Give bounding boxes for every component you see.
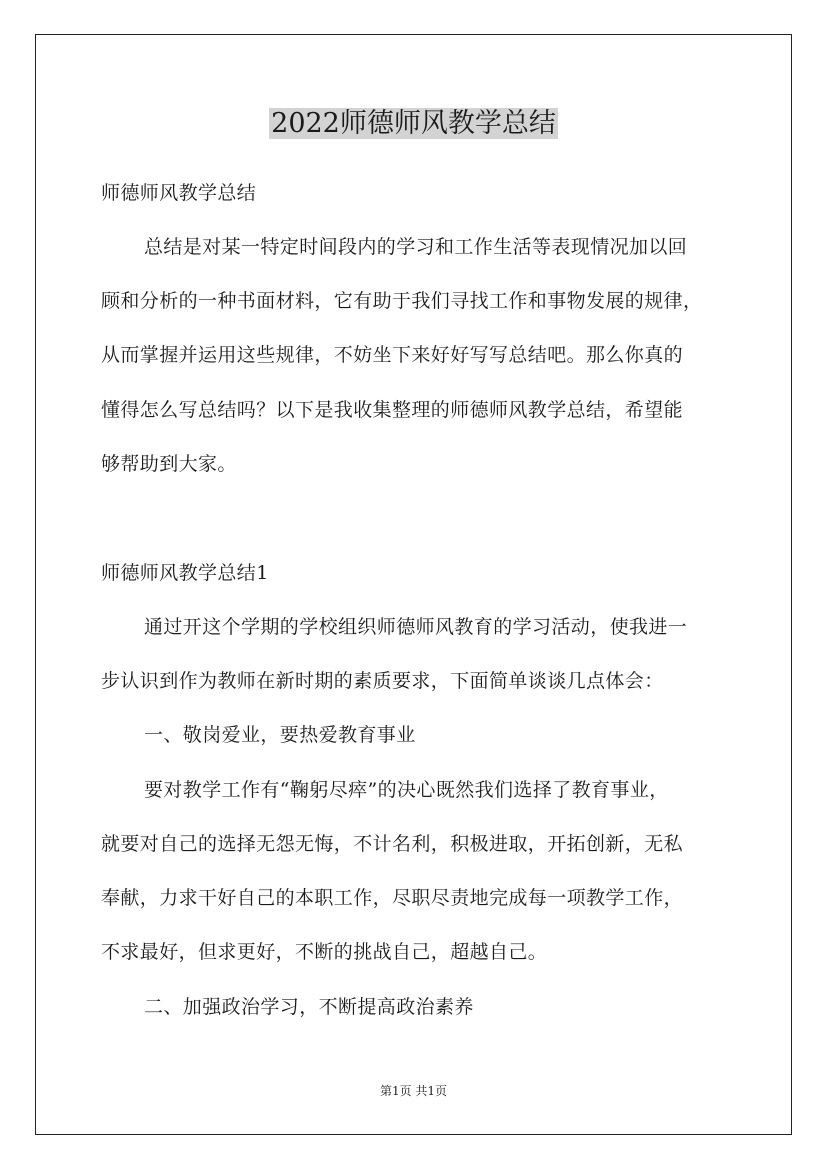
intro-line-4: 懂得怎么写总结吗？以下是我收集整理的师德师风教学总结，希望能 xyxy=(101,399,684,421)
point1-line-1: 要对教学工作有“鞠躬尽瘁”的决心既然我们选择了教育事业， xyxy=(144,779,669,801)
point1-line-2: 就要对自己的选择无怨无悔，不计名利，积极进取，开拓创新，无私 xyxy=(101,833,684,855)
intro-line-3: 从而掌握并运用这些规律，不妨坐下来好好写写总结吧。那么你真的 xyxy=(101,344,684,366)
heading-main: 师德师风教学总结 xyxy=(101,182,257,204)
point2-heading: 二、加强政治学习，不断提高政治素养 xyxy=(144,996,474,1018)
point1-heading: 一、敬岗爱业，要热爱教育事业 xyxy=(144,724,416,746)
intro-line-1: 总结是对某一特定时间段内的学习和工作生活等表现情况加以回 xyxy=(144,236,688,258)
intro-line-5: 够帮助到大家。 xyxy=(101,453,237,475)
document-title xyxy=(0,104,827,144)
page-footer: 第1页 共1页 xyxy=(379,1084,448,1098)
document-title-text: 2022师德师风教学总结 xyxy=(271,108,556,139)
point1-line-4: 不求最好，但求更好，不断的挑战自己，超越自己。 xyxy=(101,941,548,963)
point1-line-3: 奉献，力求干好自己的本职工作，尽职尽责地完成每一项教学工作， xyxy=(101,887,684,909)
section1-line-1: 通过开这个学期的学校组织师德师风教育的学习活动，使我进一 xyxy=(144,616,688,638)
section1-heading: 师德师风教学总结1 xyxy=(101,562,269,584)
section1-line-2: 步认识到作为教师在新时期的素质要求，下面简单谈谈几点体会： xyxy=(101,670,664,692)
intro-line-2: 顾和分析的一种书面材料，它有助于我们寻找工作和事物发展的规律， xyxy=(101,290,703,312)
